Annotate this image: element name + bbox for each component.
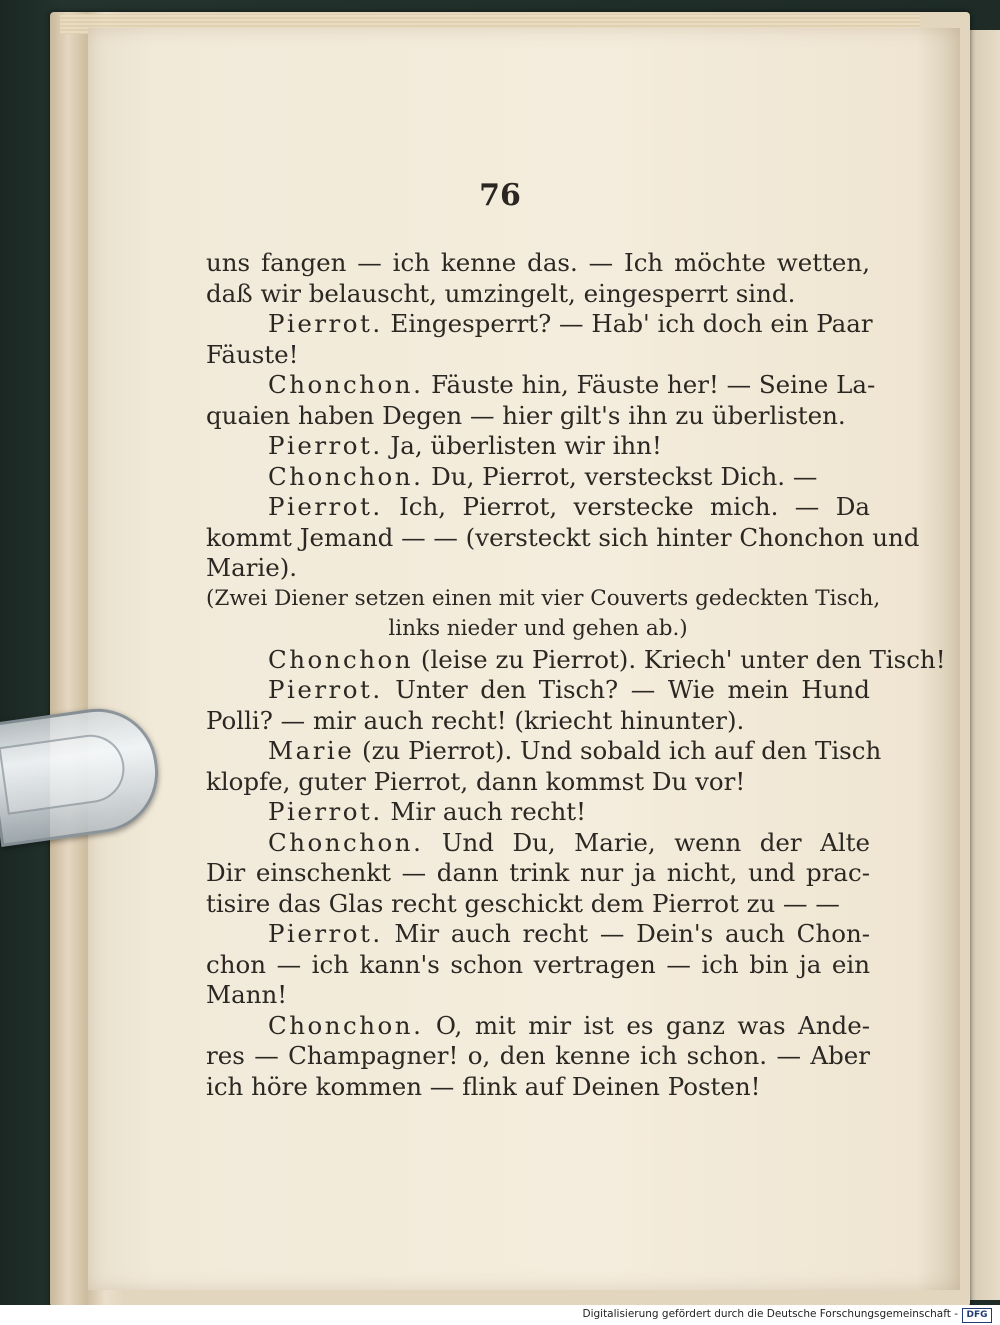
text-line [206,1011,870,1042]
speaker-name: Chonchon. [268,827,424,857]
page-text [206,248,946,1102]
text-line [206,797,870,828]
text-line [206,492,870,523]
line-text: links nieder und gehen ab.) [388,616,688,641]
funding-credit: Digitalisierung gefördert durch die Deutsche Forschungsgemeinschaft - [582,1308,958,1320]
line-text: (zu Pierrot). Und sobald ich auf den Tisch [354,736,882,765]
text-line [206,522,920,554]
page-clip-inner [0,730,129,814]
speaker-name: Pierrot. [268,797,383,826]
text-line [206,736,882,767]
line-text: kommt Jemand — — (versteckt sich hinter Chonchon und [206,522,920,552]
text-line [206,675,870,706]
line-text: tisire das Glas recht geschickt dem Pierrot zu — — [206,888,840,918]
line-text: Ja, überlisten wir ihn! [382,431,662,460]
text-line [206,950,870,981]
text-line [206,462,870,493]
dfg-logo: DFG [962,1308,992,1323]
line-text: Fäuste hin, Fäuste her! — Seine La- [423,370,876,399]
line-text: klopfe, guter Pierrot, dann kommst Du vor! [206,766,746,796]
text-line [206,553,870,584]
speaker-name: Pierrot. [268,492,383,521]
line-text: Polli? — mir auch recht! (kriecht hinunter). [206,705,745,735]
text-line [206,431,870,462]
text-line [206,980,870,1011]
text-line [206,248,870,279]
text-line [206,828,870,859]
text-line [206,370,876,401]
line-text: Ich, Pierrot, verstecke mich. — Da [382,492,870,521]
line-text: Marie). [206,553,298,582]
text-line [206,279,870,310]
line-text: chon — ich kann's schon vertragen — ich bin ja ein [206,949,870,979]
line-text: quaien haben Degen — hier gilt's ihn zu überlisten. [206,400,846,430]
text-line [206,767,870,798]
line-text: O, mit mir ist es ganz was Ande- [423,1010,870,1040]
line-text: res — Champagner! o, den kenne ich schon. — Aber [206,1041,870,1070]
text-line [206,309,873,340]
text-line [206,889,870,920]
line-text: ich höre kommen — flink auf Deinen Posten! [206,1071,761,1101]
line-text: uns fangen — ich kenne das. — Ich möchte wetten, [206,248,870,277]
line-text: (leise zu Pierrot). Kriech' unter den Tisch! [413,644,946,674]
text-line [206,644,946,676]
line-text: Mir auch recht — Dein's auch Chon- [382,919,870,948]
line-text: Mann! [206,980,288,1009]
line-text: (Zwei Diener setzen einen mit vier Couverts gedeckten Tisch, [206,585,881,611]
line-text: Fäuste! [206,339,299,369]
text-line [206,401,870,432]
text-line [206,919,870,950]
line-text: daß wir belauscht, umzingelt, eingesperrt sind. [206,278,796,308]
speaker-name: Chonchon. [268,1010,424,1040]
line-text: Mir auch recht! [382,797,586,826]
line-text: Und Du, Marie, wenn der Alte [423,827,870,857]
text-line [206,584,881,615]
speaker-name: Pierrot. [268,431,383,460]
text-line [206,1072,870,1103]
line-text: Dir einschenkt — dann trink nur ja nicht, und prac- [206,858,870,887]
speaker-name: Marie [268,736,355,765]
text-line [206,706,870,737]
text-line [206,340,870,371]
speaker-name: Pierrot. [268,919,383,948]
line-text: Du, Pierrot, versteckst Dich. — [423,461,818,491]
line-text: Unter den Tisch? — Wie mein Hund [382,675,870,704]
speaker-name: Chonchon. [268,461,424,491]
speaker-name: Chonchon [268,644,414,674]
text-line [206,1041,870,1072]
line-text: Eingesperrt? — Hab' ich doch ein Paar [382,309,873,338]
text-line [206,858,870,889]
speaker-name: Pierrot. [268,675,383,704]
text-line [206,614,870,645]
page-number: 76 [479,178,521,213]
speaker-name: Pierrot. [268,309,383,338]
speaker-name: Chonchon. [268,370,424,399]
